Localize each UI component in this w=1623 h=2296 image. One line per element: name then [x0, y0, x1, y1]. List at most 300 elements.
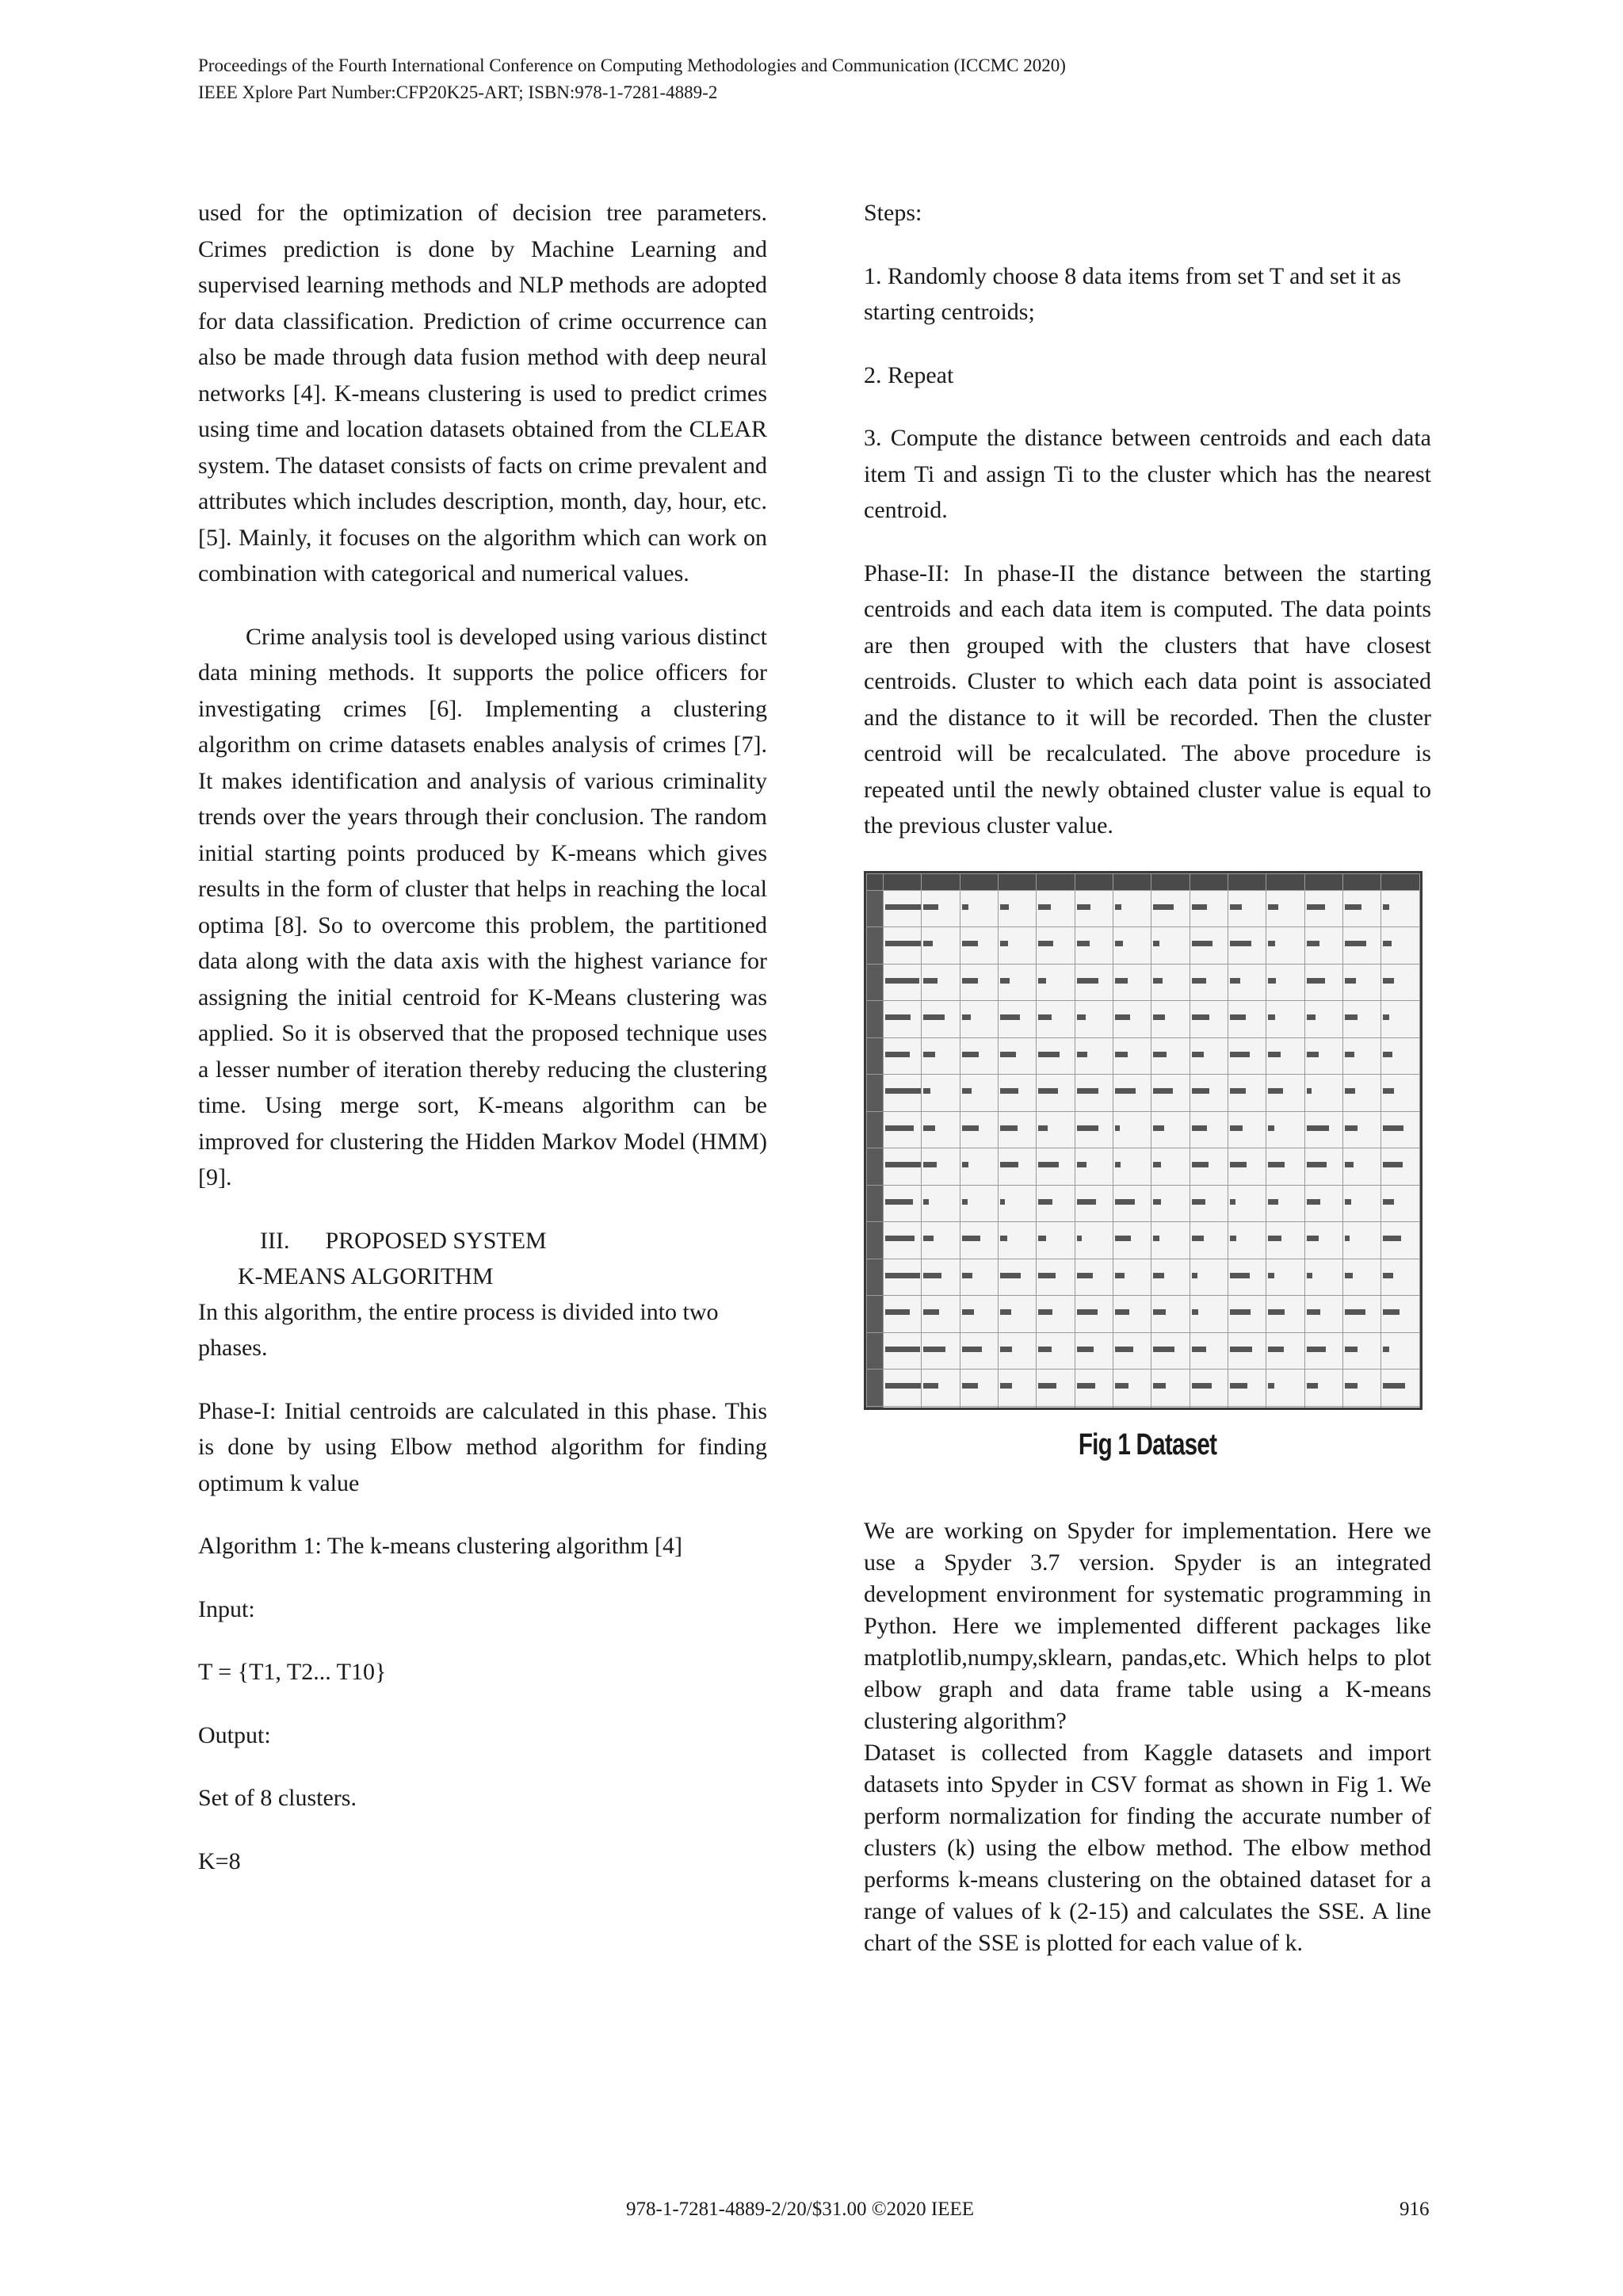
cell-content-blur [923, 1273, 941, 1278]
spreadsheet-cell [1151, 1037, 1190, 1075]
spreadsheet-row [867, 964, 1420, 1001]
spreadsheet-cell [1190, 1259, 1228, 1296]
cell-content-blur [1383, 1162, 1402, 1167]
cell-content-blur [885, 978, 919, 984]
cell-content-blur [923, 978, 938, 984]
spreadsheet-cell [1304, 1148, 1342, 1186]
spreadsheet-cell [1037, 964, 1075, 1001]
cell-content-blur [1192, 1236, 1204, 1241]
spreadsheet-cell [1190, 873, 1228, 890]
cell-content-blur [1192, 1199, 1205, 1205]
cell-content-blur [923, 1125, 935, 1131]
post-figure-text [864, 1515, 1431, 1959]
step-3: 3. Compute the distance between centroids and each data item Ti and assign Ti to the cluster which has the nearest centroid. [864, 425, 1431, 523]
cell-content-blur [1192, 1309, 1199, 1315]
spreadsheet-cell [960, 1111, 998, 1148]
cell-content-blur [962, 978, 979, 984]
spreadsheet-cell [1381, 873, 1420, 890]
cell-content-blur [1307, 941, 1319, 946]
cell-content-blur [1077, 1309, 1098, 1315]
cell-content-blur [1153, 1347, 1174, 1352]
cell-content-blur [1038, 1347, 1052, 1352]
spreadsheet-cell [1343, 927, 1381, 965]
cell-content-blur [1268, 1052, 1281, 1057]
spreadsheet-cell [1075, 927, 1113, 965]
spreadsheet-cell [1266, 1111, 1304, 1148]
cell-content-blur [885, 1052, 910, 1057]
cell-content-blur [923, 1309, 938, 1315]
spreadsheet-cell [1037, 1222, 1075, 1259]
spreadsheet-cell [1190, 1001, 1228, 1038]
spreadsheet-cell [999, 1259, 1037, 1296]
cell-content-blur [1307, 1199, 1320, 1205]
spreadsheet-row [867, 1296, 1420, 1333]
cell-content-blur [1345, 904, 1361, 910]
spreadsheet-cell [867, 1296, 884, 1333]
spreadsheet-cell [1343, 1222, 1381, 1259]
spreadsheet-cell [867, 964, 884, 1001]
cell-content-blur [885, 1199, 913, 1205]
dataset-spreadsheet-image [864, 871, 1423, 1410]
section-number: III. [260, 1227, 290, 1254]
cell-content-blur [1038, 1236, 1046, 1241]
cell-content-blur [1307, 1347, 1326, 1352]
cell-content-blur [885, 1236, 915, 1241]
spreadsheet-cell [922, 1296, 960, 1333]
spreadsheet-cell [1075, 890, 1113, 927]
spreadsheet-cell [867, 927, 884, 965]
cell-content-blur [1383, 1125, 1403, 1131]
cell-content-blur [923, 1014, 944, 1020]
cell-content-blur [923, 904, 938, 910]
spreadsheet-cell [1037, 1148, 1075, 1186]
cell-content-blur [1192, 1162, 1209, 1167]
spreadsheet-cell [1037, 1001, 1075, 1038]
cell-content-blur [1153, 978, 1162, 984]
spreadsheet-cell [1151, 927, 1190, 965]
cell-content-blur [885, 1088, 922, 1094]
spreadsheet-cell [1113, 1185, 1151, 1222]
cell-content-blur [1268, 904, 1277, 910]
cell-content-blur [1000, 941, 1007, 946]
cell-content-blur [962, 904, 969, 910]
spreadsheet-row [867, 890, 1420, 927]
cell-content-blur [1077, 1088, 1098, 1094]
spreadsheet-cell [1266, 964, 1304, 1001]
paragraph: used for the optimization of decision tree parameters. Crimes prediction is done by Machine Learning and supervised learning methods and NLP methods are adopted for data classification. Prediction of crime occurrence can also be made through data fusion method with deep neural networks [4]. K-means clustering is used to predict crimes using time and location datasets obtained from the CLEAR system. The dataset consists of facts on crime prevalent and attributes which includes description, month, day, hour, etc. [5]. Mainly, it focuses on the algorithm which can work on combination with categorical and numerical values. [198, 200, 767, 586]
spreadsheet-cell [1037, 1332, 1075, 1370]
cell-content-blur [1192, 1347, 1206, 1352]
cell-content-blur [1038, 1014, 1051, 1020]
spreadsheet-cell [1343, 1111, 1381, 1148]
spreadsheet-cell [884, 873, 922, 890]
cell-content-blur [1307, 904, 1325, 910]
spreadsheet-cell [922, 1222, 960, 1259]
spreadsheet-row [867, 1259, 1420, 1296]
spreadsheet-cell [1304, 927, 1342, 965]
spreadsheet-cell [1266, 1222, 1304, 1259]
spreadsheet-cell [1037, 873, 1075, 890]
cell-content-blur [1307, 1236, 1319, 1241]
spreadsheet-cell [960, 1148, 998, 1186]
spreadsheet-cell [1151, 1296, 1190, 1333]
cell-content-blur [1307, 1014, 1316, 1020]
spreadsheet-cell [1304, 1037, 1342, 1075]
cell-content-blur [1230, 1052, 1249, 1057]
cell-content-blur [962, 1088, 972, 1094]
spreadsheet-cell [1228, 964, 1266, 1001]
spreadsheet-cell [1266, 1370, 1304, 1407]
spreadsheet-cell [960, 890, 998, 927]
spreadsheet-cell [1343, 1148, 1381, 1186]
cell-content-blur [1000, 1199, 1005, 1205]
algorithm-input-value: T = {T1, T2... T10} [198, 1659, 387, 1685]
cell-content-blur [885, 904, 921, 910]
spreadsheet-cell [1151, 873, 1190, 890]
cell-content-blur [1115, 1383, 1128, 1389]
spreadsheet-row [867, 1406, 1420, 1410]
spreadsheet-cell [867, 873, 884, 890]
spreadsheet-cell [884, 1259, 922, 1296]
spreadsheet-row [867, 927, 1420, 965]
page-number: 916 [1400, 2199, 1430, 2220]
cell-content-blur [1077, 904, 1090, 910]
spreadsheet-cell [1151, 964, 1190, 1001]
spreadsheet-cell [960, 1037, 998, 1075]
cell-content-blur [1383, 1309, 1400, 1315]
spreadsheet-cell [1113, 1406, 1151, 1410]
spreadsheet-cell [1151, 1001, 1190, 1038]
spreadsheet-cell [922, 1185, 960, 1222]
spreadsheet-cell [1075, 1406, 1113, 1410]
spreadsheet-cell [1075, 1185, 1113, 1222]
cell-content-blur [1115, 1088, 1136, 1094]
algorithm-k-value: K=8 [198, 1847, 241, 1874]
paragraph: We are working on Spyder for implementation. Here we use a Spyder 3.7 version. Spyder is an integrated development environment for systematic programming in Python. Here we implemented different packages like matplotlib,numpy,sklearn, pandas,etc. Which helps to plot elbow graph and data frame table using a K-means clustering algorithm? [864, 1518, 1431, 1734]
spreadsheet-cell [1037, 1370, 1075, 1407]
spreadsheet-cell [1266, 1332, 1304, 1370]
cell-content-blur [1345, 978, 1356, 984]
spreadsheet-cell [1113, 1075, 1151, 1112]
cell-content-blur [1230, 941, 1251, 946]
cell-content-blur [1000, 978, 1010, 984]
cell-content-blur [1307, 1162, 1327, 1167]
spreadsheet-cell [1228, 1259, 1266, 1296]
spreadsheet-cell [1151, 1148, 1190, 1186]
spreadsheet-row [867, 1370, 1420, 1407]
cell-content-blur [1268, 1162, 1285, 1167]
cell-content-blur [1383, 1014, 1389, 1020]
spreadsheet-row [867, 1111, 1420, 1148]
spreadsheet-cell [1037, 1406, 1075, 1410]
spreadsheet-row [867, 1332, 1420, 1370]
spreadsheet-cell [960, 1296, 998, 1333]
cell-content-blur [1000, 1088, 1018, 1094]
spreadsheet-cell [960, 1259, 998, 1296]
cell-content-blur [962, 1273, 972, 1278]
cell-content-blur [1307, 1052, 1319, 1057]
spreadsheet-cell [1304, 1259, 1342, 1296]
algorithm-output-value: Set of 8 clusters. [198, 1785, 357, 1811]
spreadsheet-cell [1381, 927, 1420, 965]
spreadsheet-cell [999, 1296, 1037, 1333]
spreadsheet-cell [884, 964, 922, 1001]
spreadsheet-cell [884, 1075, 922, 1112]
spreadsheet-cell [1381, 1037, 1420, 1075]
header-line-1: Proceedings of the Fourth International Conference on Computing Methodologies and Communication (ICCMC 2020) [198, 55, 1066, 75]
spreadsheet-cell [1343, 1001, 1381, 1038]
cell-content-blur [1307, 1088, 1312, 1094]
step-1: 1. Randomly choose 8 data items from set T and set it as starting centroids; [864, 262, 1401, 325]
cell-content-blur [1345, 1088, 1355, 1094]
cell-content-blur [962, 1309, 975, 1315]
cell-content-blur [1345, 1309, 1365, 1315]
spreadsheet-cell [922, 1259, 960, 1296]
spreadsheet-cell [960, 1075, 998, 1112]
spreadsheet-cell [1190, 1296, 1228, 1333]
spreadsheet-cell [1075, 1259, 1113, 1296]
spreadsheet-cell [1190, 927, 1228, 965]
algorithm-input-label: Input: [198, 1595, 255, 1622]
spreadsheet-cell [1037, 1259, 1075, 1296]
cell-content-blur [1345, 1162, 1354, 1167]
spreadsheet-cell [999, 1075, 1037, 1112]
spreadsheet-cell [1151, 890, 1190, 927]
spreadsheet-cell [999, 1222, 1037, 1259]
cell-content-blur [1038, 941, 1052, 946]
cell-content-blur [1115, 1199, 1135, 1205]
spreadsheet-cell [1266, 1075, 1304, 1112]
cell-content-blur [1038, 1309, 1052, 1315]
cell-content-blur [1383, 1236, 1401, 1241]
spreadsheet-cell [867, 1332, 884, 1370]
cell-content-blur [1268, 978, 1275, 984]
spreadsheet-cell [922, 890, 960, 927]
cell-content-blur [923, 1199, 929, 1205]
spreadsheet-cell [1381, 1111, 1420, 1148]
spreadsheet-cell [1304, 890, 1342, 927]
cell-content-blur [1345, 1347, 1358, 1352]
spreadsheet-cell [1113, 1148, 1151, 1186]
cell-content-blur [885, 1162, 922, 1167]
spreadsheet-cell [999, 1332, 1037, 1370]
spreadsheet-cell [1228, 1148, 1266, 1186]
spreadsheet-cell [1304, 1370, 1342, 1407]
spreadsheet-cell [1075, 1332, 1113, 1370]
spreadsheet-cell [999, 890, 1037, 927]
spreadsheet-cell [1228, 1370, 1266, 1407]
cell-content-blur [1077, 1199, 1096, 1205]
cell-content-blur [962, 1052, 979, 1057]
cell-content-blur [1268, 1125, 1274, 1131]
spreadsheet-cell [1304, 1332, 1342, 1370]
spreadsheet-cell [1190, 1148, 1228, 1186]
cell-content-blur [1230, 1383, 1247, 1389]
spreadsheet-cell [999, 1148, 1037, 1186]
spreadsheet-cell [1113, 873, 1151, 890]
spreadsheet-cell [922, 927, 960, 965]
cell-content-blur [1345, 1383, 1358, 1389]
paragraph: Dataset is collected from Kaggle datasets and import datasets into Spyder in CSV format as shown in Fig 1. We perform normalization for finding the accurate number of clusters (k) using the elbow method. The elbow method performs k-means clustering on the obtained dataset for a range of values of k (2-15) and calculates the SSE. A line chart of the SSE is plotted for each value of k. [864, 1740, 1431, 1956]
spreadsheet-cell [1113, 964, 1151, 1001]
spreadsheet-cell [1266, 873, 1304, 890]
cell-content-blur [1000, 1052, 1016, 1057]
section-title: PROPOSED SYSTEM [325, 1227, 547, 1254]
spreadsheet-cell [999, 873, 1037, 890]
spreadsheet-cell [884, 890, 922, 927]
spreadsheet-cell [1343, 964, 1381, 1001]
spreadsheet-cell [1381, 1259, 1420, 1296]
spreadsheet-cell [999, 1001, 1037, 1038]
cell-content-blur [1230, 1162, 1247, 1167]
spreadsheet-cell [922, 1001, 960, 1038]
spreadsheet-cell [1190, 1222, 1228, 1259]
spreadsheet-cell [867, 1406, 884, 1410]
spreadsheet-cell [1075, 1001, 1113, 1038]
cell-content-blur [1077, 1125, 1098, 1131]
spreadsheet-cell [1075, 1075, 1113, 1112]
spreadsheet-cell [1266, 1001, 1304, 1038]
spreadsheet-cell [960, 1406, 998, 1410]
spreadsheet-cell [1228, 1037, 1266, 1075]
steps-label: Steps: [864, 200, 922, 226]
cell-content-blur [1268, 1014, 1275, 1020]
spreadsheet-cell [1190, 1037, 1228, 1075]
spreadsheet-cell [960, 1332, 998, 1370]
spreadsheet-cell [1151, 1075, 1190, 1112]
spreadsheet-cell [1343, 1406, 1381, 1410]
spreadsheet-cell [1304, 1111, 1342, 1148]
subsection-title: K-MEANS ALGORITHM [238, 1263, 494, 1289]
cell-content-blur [1268, 1309, 1285, 1315]
spreadsheet-cell [1304, 1406, 1342, 1410]
paragraph: Crime analysis tool is developed using various distinct data mining methods. It supports the police officers for investigating crimes [6]. Implementing a clustering algorithm on crime datasets enables analysis of crimes [7]. It makes identification and analysis of various criminality trends over the years through their conclusion. The random initial starting points produced by K-means which gives results in the form of cluster that helps in reaching the local optima [8]. So to overcome this problem, the partitioned data along with the data axis with the highest variance for assigning the initial centroid for K-Means clustering was applied. So it is observed that the proposed technique uses a lesser number of iteration thereby reducing the clustering time. Using merge sort, K-means algorithm can be improved for clustering the Hidden Markov Model (HMM) [9]. [198, 623, 767, 1190]
cell-content-blur [1192, 941, 1213, 946]
spreadsheet-cell [1113, 1037, 1151, 1075]
spreadsheet-cell [1151, 1332, 1190, 1370]
cell-content-blur [1345, 1052, 1354, 1057]
cell-content-blur [1230, 904, 1242, 910]
cell-content-blur [1115, 941, 1123, 946]
cell-content-blur [1345, 1273, 1353, 1278]
paragraph: In this algorithm, the entire process is divided into two phases. [198, 1298, 719, 1361]
spreadsheet-cell [884, 1370, 922, 1407]
header-line-2: IEEE Xplore Part Number:CFP20K25-ART; ISBN:978-1-7281-4889-2 [198, 82, 718, 102]
spreadsheet-cell [1037, 1075, 1075, 1112]
spreadsheet-cell [867, 1001, 884, 1038]
spreadsheet-cell [1266, 1259, 1304, 1296]
cell-content-blur [885, 1383, 922, 1389]
spreadsheet-cell [1075, 1111, 1113, 1148]
spreadsheet-cell [1190, 1111, 1228, 1148]
spreadsheet-cell [922, 1075, 960, 1112]
cell-content-blur [1345, 941, 1366, 946]
spreadsheet-row [867, 1037, 1420, 1075]
cell-content-blur [1153, 1014, 1165, 1020]
spreadsheet-grid [866, 873, 1420, 1410]
spreadsheet-cell [1343, 1075, 1381, 1112]
cell-content-blur [1077, 1347, 1094, 1352]
cell-content-blur [1038, 1088, 1058, 1094]
spreadsheet-row [867, 1185, 1420, 1222]
cell-content-blur [1000, 1383, 1012, 1389]
cell-content-blur [1153, 1309, 1165, 1315]
spreadsheet-cell [1037, 1185, 1075, 1222]
cell-content-blur [1383, 904, 1389, 910]
cell-content-blur [1268, 1088, 1282, 1094]
spreadsheet-cell [1151, 1259, 1190, 1296]
cell-content-blur [1268, 1347, 1284, 1352]
spreadsheet-cell [1266, 1296, 1304, 1333]
spreadsheet-row [867, 1148, 1420, 1186]
cell-content-blur [1153, 1199, 1160, 1205]
spreadsheet-cell [1113, 890, 1151, 927]
cell-content-blur [885, 1125, 914, 1131]
cell-content-blur [1115, 1052, 1128, 1057]
spreadsheet-cell [1381, 1370, 1420, 1407]
spreadsheet-cell [1151, 1185, 1190, 1222]
spreadsheet-cell [922, 1111, 960, 1148]
cell-content-blur [1038, 1052, 1060, 1057]
spreadsheet-cell [1075, 873, 1113, 890]
spreadsheet-cell [1266, 927, 1304, 965]
cell-content-blur [923, 1088, 930, 1094]
cell-content-blur [1230, 1199, 1235, 1205]
spreadsheet-cell [1266, 1037, 1304, 1075]
cell-content-blur [1153, 904, 1173, 910]
cell-content-blur [1383, 1383, 1405, 1389]
cell-content-blur [1115, 978, 1128, 984]
cell-content-blur [1268, 1199, 1277, 1205]
spreadsheet-cell [1343, 1185, 1381, 1222]
paragraph: Phase-I: Initial centroids are calculated in this phase. This is done by using Elbow method algorithm for finding optimum k value [198, 1397, 767, 1496]
spreadsheet-cell [867, 1185, 884, 1222]
spreadsheet-cell [1113, 1332, 1151, 1370]
cell-content-blur [1077, 978, 1099, 984]
cell-content-blur [923, 1347, 945, 1352]
spreadsheet-cell [1037, 1111, 1075, 1148]
spreadsheet-cell [1266, 1185, 1304, 1222]
spreadsheet-cell [867, 1222, 884, 1259]
cell-content-blur [1230, 1347, 1252, 1352]
spreadsheet-cell [867, 1037, 884, 1075]
spreadsheet-cell [1190, 1075, 1228, 1112]
spreadsheet-cell [1343, 873, 1381, 890]
spreadsheet-cell [884, 1185, 922, 1222]
spreadsheet-cell [1228, 873, 1266, 890]
spreadsheet-cell [1228, 1111, 1266, 1148]
spreadsheet-cell [1228, 1075, 1266, 1112]
cell-content-blur [1038, 978, 1046, 984]
spreadsheet-cell [867, 1111, 884, 1148]
left-column [198, 195, 767, 1906]
spreadsheet-cell [1304, 873, 1342, 890]
spreadsheet-cell [999, 1185, 1037, 1222]
spreadsheet-cell [884, 1001, 922, 1038]
cell-content-blur [1230, 1014, 1246, 1020]
spreadsheet-cell [1113, 1111, 1151, 1148]
spreadsheet-cell [1113, 927, 1151, 965]
cell-content-blur [923, 941, 932, 946]
spreadsheet-cell [1228, 1406, 1266, 1410]
cell-content-blur [962, 1162, 969, 1167]
cell-content-blur [962, 1014, 971, 1020]
spreadsheet-cell [1343, 890, 1381, 927]
spreadsheet-cell [1381, 1222, 1420, 1259]
cell-content-blur [1383, 1052, 1392, 1057]
figure-dataset [864, 871, 1431, 1464]
cell-content-blur [1115, 1273, 1125, 1278]
